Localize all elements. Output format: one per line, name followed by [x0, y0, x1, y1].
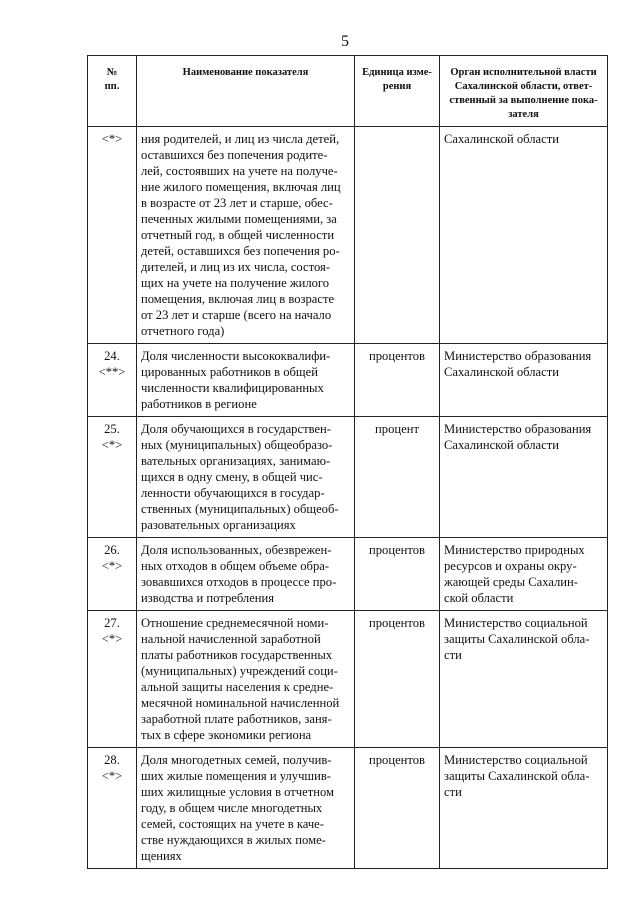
row-number: 27. <*> [88, 611, 137, 748]
header-indicator-name: Наименование показателя [137, 56, 355, 127]
table-row [88, 344, 608, 417]
table-header [88, 56, 608, 127]
row-name: Доля многодетных семей, получив- ших жилые помещения и улучшив- ших жилищные условия в отчетном году, в общем числе многодетных семей, состоящих на учете в каче- стве нуждающихся в жилых поме- щениях [137, 748, 355, 869]
row-org: Министерство социальной защиты Сахалинской обла- сти [440, 748, 608, 869]
row-name: Доля использованных, обезврежен- ных отходов в общем объеме обра- зовавшихся отходов в процессе про- изводства и потребления [137, 538, 355, 611]
row-unit: процентов [355, 748, 440, 869]
row-org: Министерство образования Сахалинской области [440, 417, 608, 538]
row-number: 24. <**> [88, 344, 137, 417]
row-unit: процент [355, 417, 440, 538]
header-unit: Единица изме- рения [355, 56, 440, 127]
row-name: Отношение среднемесячной номи- нальной начисленной заработной платы работников государственных (муниципальных) учреждений соци- альной защиты населения к средне- месячной номинальной начисленной заработной плате работников, заня- тых в сфере экономики региона [137, 611, 355, 748]
indicators-table [87, 55, 608, 869]
row-org: Министерство образования Сахалинской области [440, 344, 608, 417]
page-number: 5 [341, 33, 349, 50]
row-number: 25. <*> [88, 417, 137, 538]
row-name: ния родителей, и лиц из числа детей, оставшихся без попечения родите- лей, состоявших на учете на получе- ние жилого помещения, включая лиц в возрасте от 23 лет и старше, обес- печенных жилыми помещениями, за отчетный год, в общей численности детей, оставшихся без попечения ро- дителей, и лиц из их числа, состоя- щих на учете на получение жилого помещения, включая лиц в возрасте от 23 лет и старше (всего на начало отчетного года) [137, 127, 355, 344]
row-unit: процентов [355, 344, 440, 417]
row-org: Министерство социальной защиты Сахалинской обла- сти [440, 611, 608, 748]
table-row [88, 417, 608, 538]
row-unit: процентов [355, 611, 440, 748]
header-number: № пп. [88, 56, 137, 127]
row-org: Сахалинской области [440, 127, 608, 344]
row-number: 28. <*> [88, 748, 137, 869]
row-name: Доля обучающихся в государствен- ных (муниципальных) общеобразо- вательных организациях, занимаю- щихся в одну смену, в общей чис- ленности обучающихся в государ- ственных (муниципальных) общеоб- разовательных организациях [137, 417, 355, 538]
row-unit: процентов [355, 538, 440, 611]
row-number: <*> [88, 127, 137, 344]
row-unit [355, 127, 440, 344]
table-row [88, 127, 608, 344]
table-row [88, 538, 608, 611]
row-name: Доля численности высококвалифи- цированных работников в общей численности квалифицированных работников в регионе [137, 344, 355, 417]
header-responsible-body: Орган исполнительной власти Сахалинской области, ответ- ственный за выполнение пока- зателя [440, 56, 608, 127]
table-row [88, 748, 608, 869]
row-org: Министерство природных ресурсов и охраны окру- жающей среды Сахалин- ской области [440, 538, 608, 611]
row-number: 26. <*> [88, 538, 137, 611]
table-row [88, 611, 608, 748]
